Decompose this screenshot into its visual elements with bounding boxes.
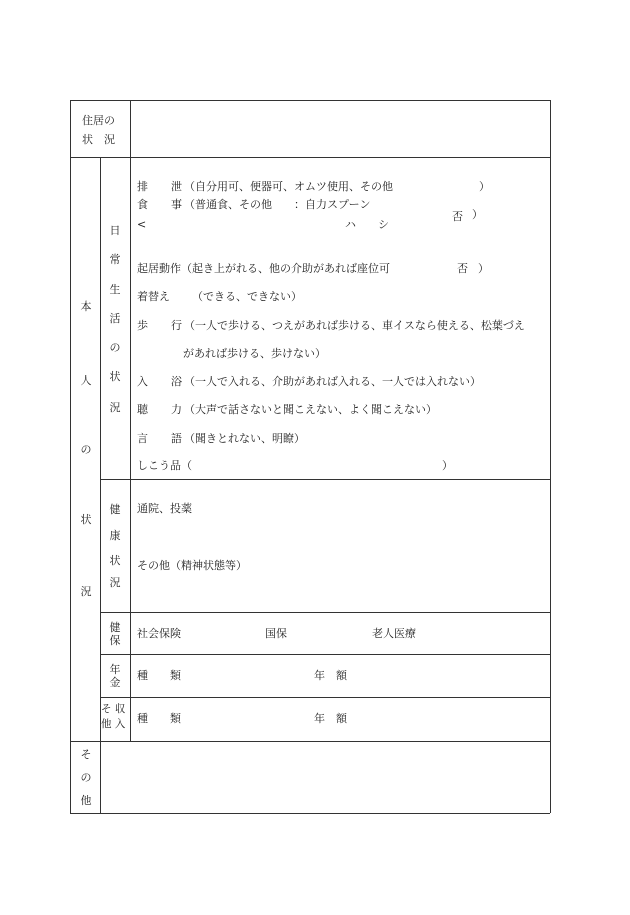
person-label: の xyxy=(80,443,92,456)
hearing-label: 聴 xyxy=(137,403,148,416)
excretion-label: 排 xyxy=(137,180,148,193)
other-label: 他 xyxy=(80,794,92,807)
rising-no: 否 xyxy=(457,262,468,275)
grid-line xyxy=(100,479,550,480)
speech-options: （聞きとれない、明瞭） xyxy=(184,432,305,445)
daily-label: 状 xyxy=(109,370,121,383)
grid-line xyxy=(100,157,101,741)
grid-line xyxy=(130,100,131,157)
walking-label: 行 xyxy=(171,319,182,332)
insurance-elderly: 老人医療 xyxy=(372,627,416,640)
other-income-type: 種 類 xyxy=(137,712,181,725)
daily-label: 生 xyxy=(109,283,121,296)
meal-lt: < xyxy=(137,218,147,231)
hearing-label: 力 xyxy=(171,403,182,416)
pension-type: 種 類 xyxy=(137,669,181,682)
residence-label: 状 況 xyxy=(82,133,115,146)
meal-hashi: ハ シ xyxy=(345,218,389,231)
health-label: 況 xyxy=(109,576,121,589)
excretion-close: ） xyxy=(479,180,490,193)
insurance-label: 保 xyxy=(109,634,121,647)
meal-label: 食 xyxy=(137,198,148,211)
daily-label: の xyxy=(109,341,121,354)
meal-label: 事 xyxy=(171,198,182,211)
grid-line xyxy=(100,654,550,655)
grid-line xyxy=(70,813,550,814)
excretion-options: （自分用可、便器可、オムツ使用、その他 xyxy=(184,180,393,193)
pension-label: 年 xyxy=(109,663,121,676)
person-label: 本 xyxy=(80,300,92,313)
health-label: 康 xyxy=(109,529,121,542)
grid-line xyxy=(70,157,550,158)
dressing-label: 着替え xyxy=(137,290,170,303)
other-income-label: 他 入 xyxy=(101,718,126,730)
person-label: 人 xyxy=(80,374,92,387)
rising-options: （起き上がれる、他の介助があれば座位可 xyxy=(181,262,390,275)
bathing-label: 入 xyxy=(137,375,148,388)
health-other: その他（精神状態等） xyxy=(137,559,247,572)
daily-label: 活 xyxy=(109,312,121,325)
grid-line xyxy=(70,100,71,813)
speech-label: 語 xyxy=(171,432,182,445)
daily-label: 日 xyxy=(109,224,121,237)
preferences-label: しこう品（ xyxy=(137,459,192,472)
bathing-options: （一人で入れる、介助があれば入れる、一人では入れない） xyxy=(184,375,481,388)
person-label: 況 xyxy=(80,585,92,598)
health-label: 健 xyxy=(109,503,121,516)
meal-no: 否 xyxy=(452,210,463,223)
rising-close: ） xyxy=(478,262,489,275)
other-label: そ xyxy=(80,748,92,761)
person-label: 状 xyxy=(80,513,92,526)
excretion-label: 泄 xyxy=(171,180,182,193)
walking-options-cont: があれば歩ける、歩けない） xyxy=(183,347,326,360)
grid-line xyxy=(70,100,550,101)
other-income-amount: 年 額 xyxy=(314,712,347,725)
other-income-label: そ 収 xyxy=(101,703,126,715)
insurance-social: 社会保険 xyxy=(137,627,181,640)
health-clinic: 通院、投薬 xyxy=(137,502,192,515)
hearing-options: （大声で話さないと聞こえない、よく聞こえない） xyxy=(184,403,437,416)
daily-label: 況 xyxy=(109,401,121,414)
grid-line xyxy=(550,100,551,813)
pension-amount: 年 額 xyxy=(314,669,347,682)
other-label: の xyxy=(80,771,92,784)
grid-line xyxy=(100,612,550,613)
grid-line xyxy=(70,741,550,742)
insurance-national: 国保 xyxy=(265,627,287,640)
grid-line xyxy=(100,697,550,698)
health-label: 状 xyxy=(109,554,121,567)
bathing-label: 浴 xyxy=(171,375,182,388)
preferences-close: ） xyxy=(442,459,453,472)
walking-label: 歩 xyxy=(137,319,148,332)
walking-options: （一人で歩ける、つえがあれば歩ける、車イスなら使える、松葉づえ xyxy=(184,319,525,332)
meal-options: （普通食、その他 ：自力スプーン xyxy=(184,198,371,211)
daily-label: 常 xyxy=(109,253,121,266)
insurance-label: 健 xyxy=(109,621,121,634)
grid-line xyxy=(100,741,101,813)
dressing-options: （できる、できない） xyxy=(192,290,302,303)
speech-label: 言 xyxy=(137,432,148,445)
meal-close: ） xyxy=(472,208,483,221)
pension-label: 金 xyxy=(109,676,121,689)
rising-label: 起居動作 xyxy=(137,262,181,275)
residence-label: 住居の xyxy=(82,114,115,127)
grid-line xyxy=(130,157,131,741)
